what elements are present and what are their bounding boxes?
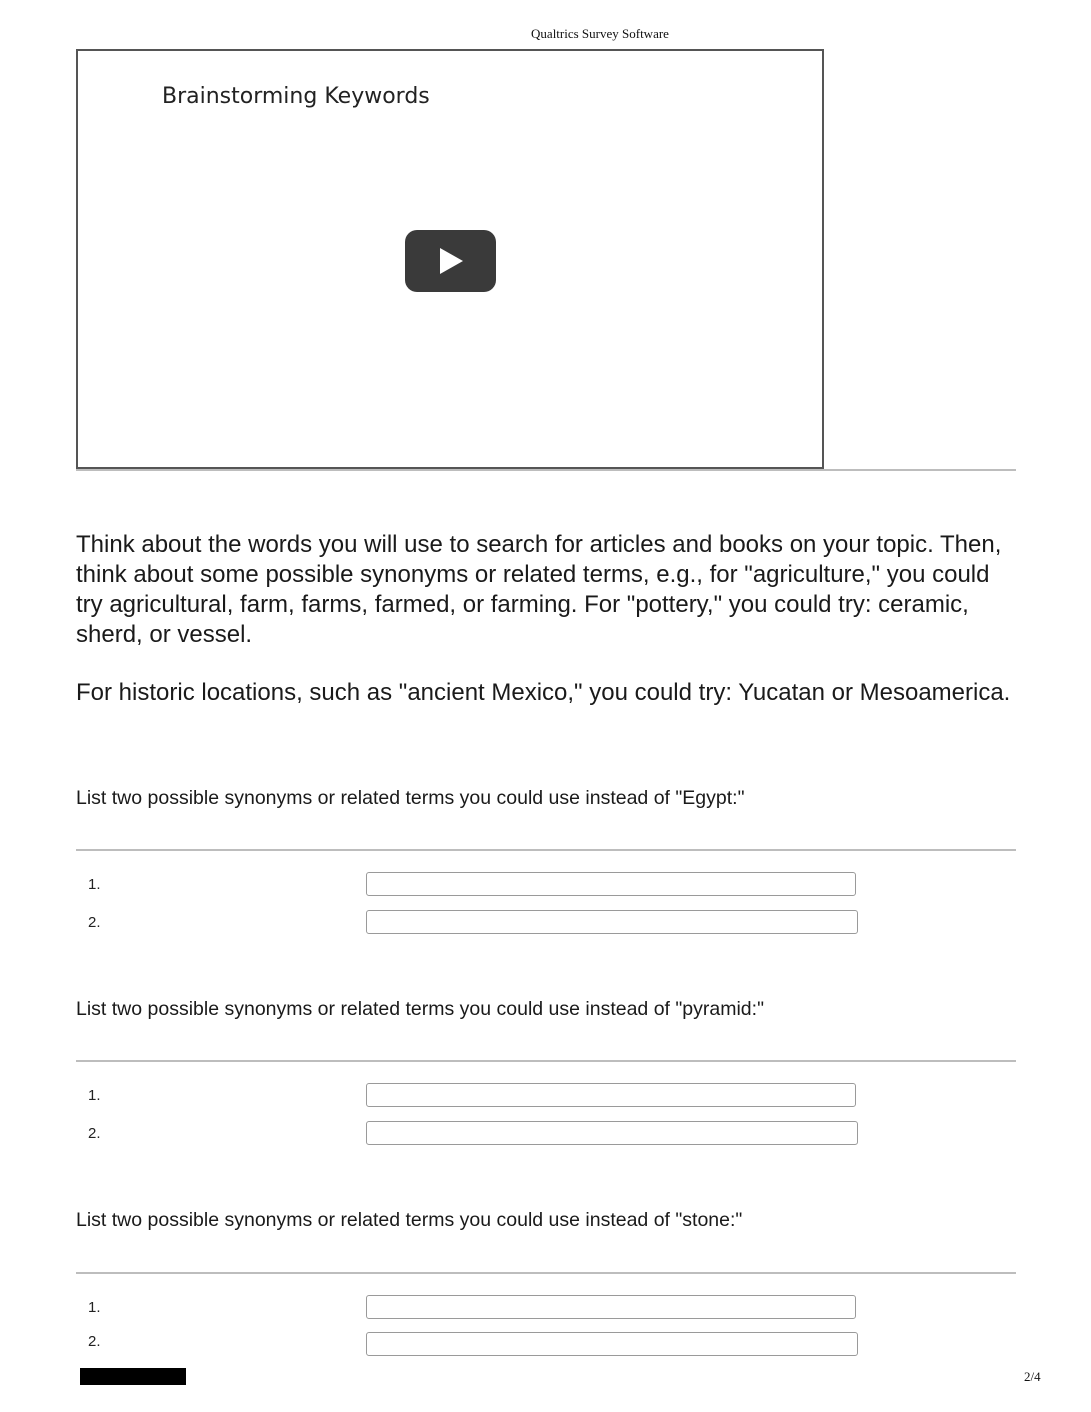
question-1-answer-2-input[interactable] [366,910,858,934]
page-number: 2/4 [1024,1369,1041,1384]
video-player[interactable] [76,49,824,469]
question-1-row-1-label: 1. [88,876,101,893]
question-2-answer-1-input[interactable] [366,1083,856,1107]
question-3-row-2-label: 2. [88,1333,101,1350]
print-header-title: Qualtrics Survey Software [531,26,669,41]
play-button[interactable] [405,230,496,292]
question-1-prompt: List two possible synonyms or related terms you could use instead of "Egypt:" [76,787,745,809]
video-title: Brainstorming Keywords [162,84,430,109]
intro-paragraph-2: For historic locations, such as "ancient Mexico," you could try: Yucatan or Mesoamerica. [76,679,1011,706]
video-divider [76,469,1016,471]
question-3-answer-1-input[interactable] [366,1295,856,1319]
question-3-prompt: List two possible synonyms or related terms you could use instead of "stone:" [76,1209,743,1231]
question-1-divider [76,849,1016,851]
question-3-divider [76,1272,1016,1274]
question-1-row-2-label: 2. [88,914,101,931]
intro-paragraph-1: Think about the words you will use to search for articles and books on your topic. Then, think about some possible synonyms or related terms, e.g., for "agriculture," you could try agricultural, farm, farms, farmed, or farming. For "pottery," you could try: ceramic, sherd, or vessel. [76,531,1002,648]
question-1-answer-1-input[interactable] [366,872,856,896]
question-2-prompt: List two possible synonyms or related terms you could use instead of "pyramid:" [76,998,764,1020]
question-2-row-2-label: 2. [88,1125,101,1142]
question-2-row-1-label: 1. [88,1087,101,1104]
question-3-answer-2-input[interactable] [366,1332,858,1356]
play-icon [438,247,464,275]
question-3-row-1-label: 1. [88,1299,101,1316]
question-2-answer-2-input[interactable] [366,1121,858,1145]
redacted-footer-url [80,1368,186,1385]
question-2-divider [76,1060,1016,1062]
